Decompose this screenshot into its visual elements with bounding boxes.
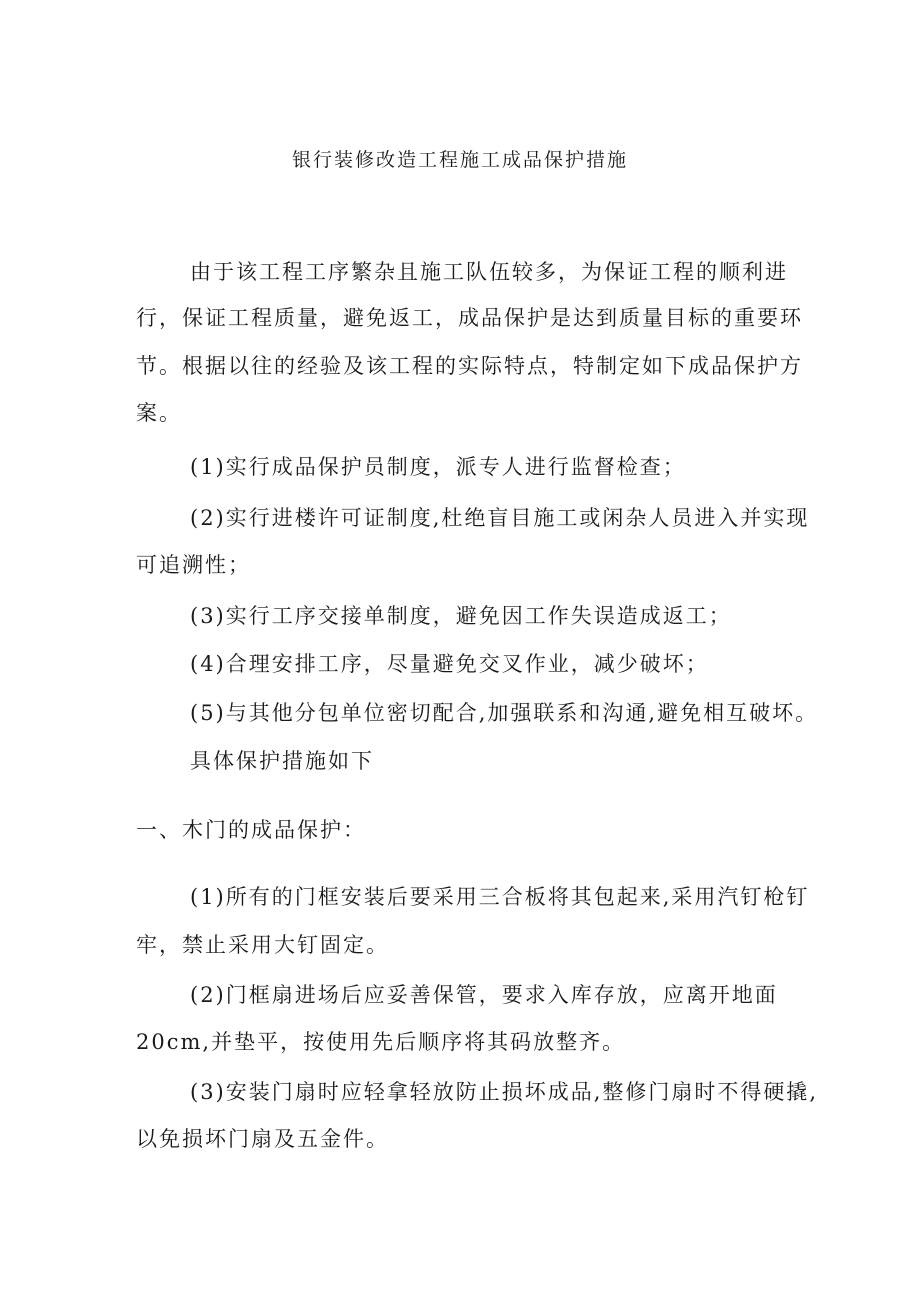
measure-2-cont: 可追溯性； bbox=[136, 553, 251, 577]
measure-5: (5)与其他分包单位密切配合,加强联系和沟通,避免相互破坏。 bbox=[190, 701, 819, 725]
document-title: 银行装修改造工程施工成品保护措施 bbox=[291, 149, 628, 171]
measure-2: (2)实行进楼许可证制度,杜绝盲目施工或闲杂人员进入并实现 bbox=[190, 506, 810, 530]
intro-line-2: 行，保证工程质量，避免返工，成品保护是达到质量目标的重要环 bbox=[136, 306, 803, 330]
section1-item-3-cont: 以免损坏门扇及五金件。 bbox=[136, 1127, 389, 1151]
intro-line-3: 节。根据以往的经验及该工程的实际特点，特制定如下成品保护方 bbox=[136, 354, 803, 378]
section1-item-3: (3)安装门扇时应轻拿轻放防止损坏成品,整修门扇时不得硬撬, bbox=[190, 1080, 819, 1104]
section1-item-1-cont: 牢，禁止采用大钉固定。 bbox=[136, 933, 389, 957]
measure-4: (4)合理安排工序，尽量避免交叉作业，减少破坏； bbox=[190, 652, 709, 676]
section-heading-wooden-doors: 一、木门的成品保护： bbox=[136, 818, 366, 842]
intro-line-4: 案。 bbox=[136, 401, 182, 425]
section1-item-2-cont: 20cm,并垫平，按使用先后顺序将其码放整齐。 bbox=[136, 1030, 626, 1054]
measure-3: (3)实行工序交接单制度，避免因工作失误造成返工； bbox=[190, 604, 732, 628]
measure-1: (1)实行成品保护员制度，派专人进行监督检查； bbox=[190, 455, 686, 479]
specific-measures-intro: 具体保护措施如下 bbox=[190, 749, 374, 773]
section1-item-1: (1)所有的门框安装后要采用三合板将其包起来,采用汽钉枪钉 bbox=[190, 885, 810, 909]
intro-line-1: 由于该工程工序繁杂且施工队伍较多，为保证工程的顺利进 bbox=[190, 260, 788, 284]
section1-item-2: (2)门框扇进场后应妥善保管，要求入库存放，应离开地面 bbox=[190, 983, 778, 1007]
